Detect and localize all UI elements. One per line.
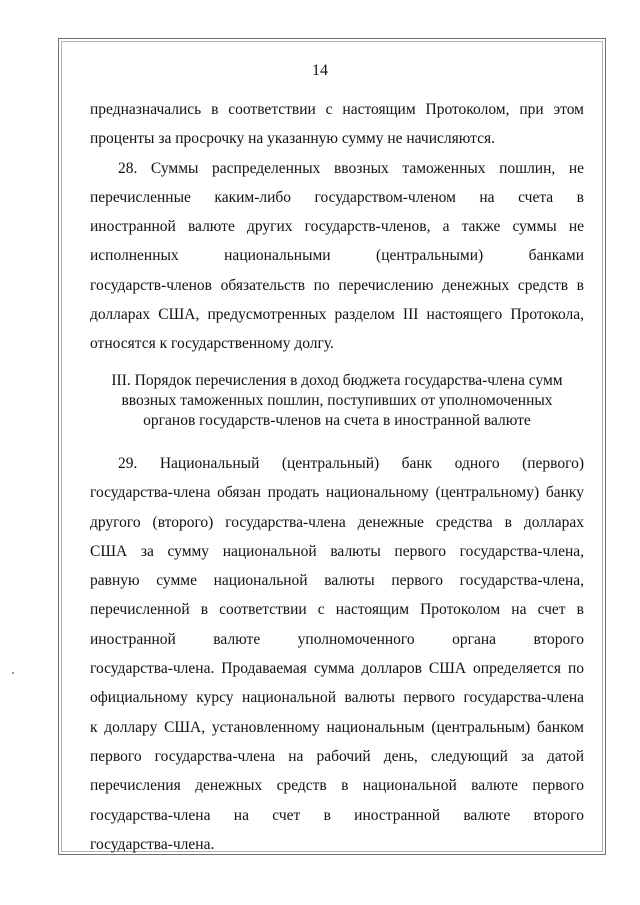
text-line: официальному курсу национальной валюты первого государства-члена [90, 689, 584, 707]
document-body-bottom [90, 449, 584, 859]
scan-speck [12, 672, 14, 674]
page-number: 14 [312, 62, 328, 79]
paragraph-28-first-line: 28. Суммы распределенных ввозных таможенных пошлин, не [118, 159, 584, 177]
text-line: государств-членов обязательств по перечислению денежных средств в [90, 276, 584, 294]
text-line: исполненных национальными (центральными) банками [90, 247, 584, 265]
text-line: первого государства-члена на рабочий день, следующий за датой [90, 747, 584, 765]
text-line: другого (второго) государства-члена денежные средства в долларах [90, 513, 584, 531]
text-line: равную сумме национальной валюты первого государства-члена, [90, 572, 584, 590]
text-line: перечисленные каким-либо государством-членом на счета в [90, 188, 584, 206]
text-line: проценты за просрочку на указанную сумму не начисляются. [90, 130, 495, 148]
heading-line: органов государств-членов на счета в иностранной валюте [143, 412, 531, 429]
paragraph-29-first-line: 29. Национальный (центральный) банк одного (первого) [118, 455, 584, 472]
text-line: относятся к государственному долгу. [90, 335, 334, 353]
text-line: США за сумму национальной валюты первого государства-члена, [90, 542, 584, 560]
text-line: государства-члена. Продаваемая сумма долларов США определяется по [90, 660, 584, 678]
text-line: иностранной валюте уполномоченного органа второго [90, 630, 584, 648]
heading-line: III. Порядок перечисления в доход бюджета государства-члена сумм [111, 372, 563, 389]
text-line: перечисленной в соответствии с настоящим Протоколом на счет в [90, 601, 584, 619]
document-body-top [90, 95, 584, 359]
text-line: иностранной валюте других государств-членов, а также суммы не [90, 218, 584, 236]
text-line: государства-члена. [90, 835, 215, 853]
text-line: государства-члена на счет в иностранной валюте второго [90, 806, 584, 824]
text-line: долларах США, предусмотренных разделом III настоящего Протокола, [90, 306, 584, 324]
text-line: перечисления денежных средств в национальной валюте первого [90, 777, 584, 795]
text-line: государства-члена обязан продать национальному (центральному) банку [90, 484, 584, 502]
text-line: предназначались в соответствии с настоящим Протоколом, при этом [90, 101, 584, 118]
section-heading [90, 371, 584, 431]
text-line: к доллару США, установленному национальным (центральным) банком [90, 718, 584, 736]
heading-line: ввозных таможенных пошлин, поступивших от уполномоченных [121, 392, 553, 409]
